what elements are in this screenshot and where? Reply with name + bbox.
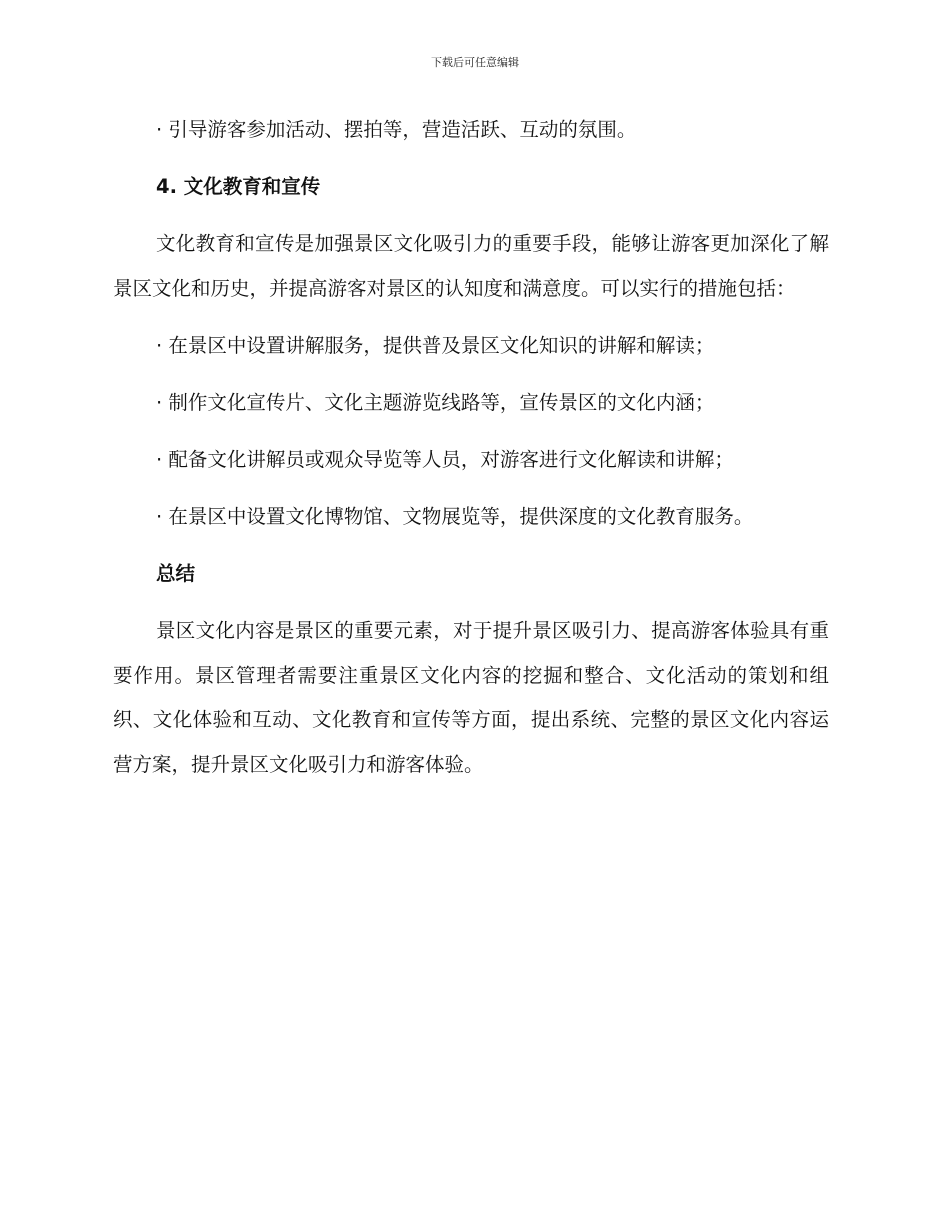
bullet-guide-staff: · 配备文化讲解员或观众导览等人员，对游客进行文化解读和讲解；	[156, 448, 734, 471]
header-note: 下载后可任意编辑	[431, 56, 519, 69]
bullet-museum-exhibition: · 在景区中设置文化博物馆、文物展览等，提供深度的文化教育服务。	[156, 505, 754, 528]
bullet-interactive-atmosphere: · 引导游客参加活动、摆拍等，营造活跃、互动的氛围。	[156, 118, 637, 141]
paragraph-summary: 景区文化内容是景区的重要元素，对于提升景区吸引力、提高游客体验具有重要作用。景区管理者需要注重景区文化内容的挖掘和整合、文化活动的策划和组织、文化体验和互动、文化教育和宣传等方面，提出系统、完整的景区文化内容运营方案，提升景区文化吸引力和游客体验。	[113, 619, 829, 776]
document-body	[113, 116, 829, 808]
bullet-guide-service: · 在景区中设置讲解服务，提供普及景区文化知识的讲解和解读；	[156, 334, 715, 357]
section-heading-summary: 总结	[156, 562, 196, 585]
paragraph-culture-education-intro: 文化教育和宣传是加强景区文化吸引力的重要手段，能够让游客更加深化了解景区文化和历史，并提高游客对景区的认知度和满意度。可以实行的措施包括：	[113, 232, 829, 300]
section-heading-culture-education: 4. 文化教育和宣传	[156, 175, 321, 198]
bullet-promo-film: · 制作文化宣传片、文化主题游览线路等，宣传景区的文化内涵；	[156, 391, 715, 414]
